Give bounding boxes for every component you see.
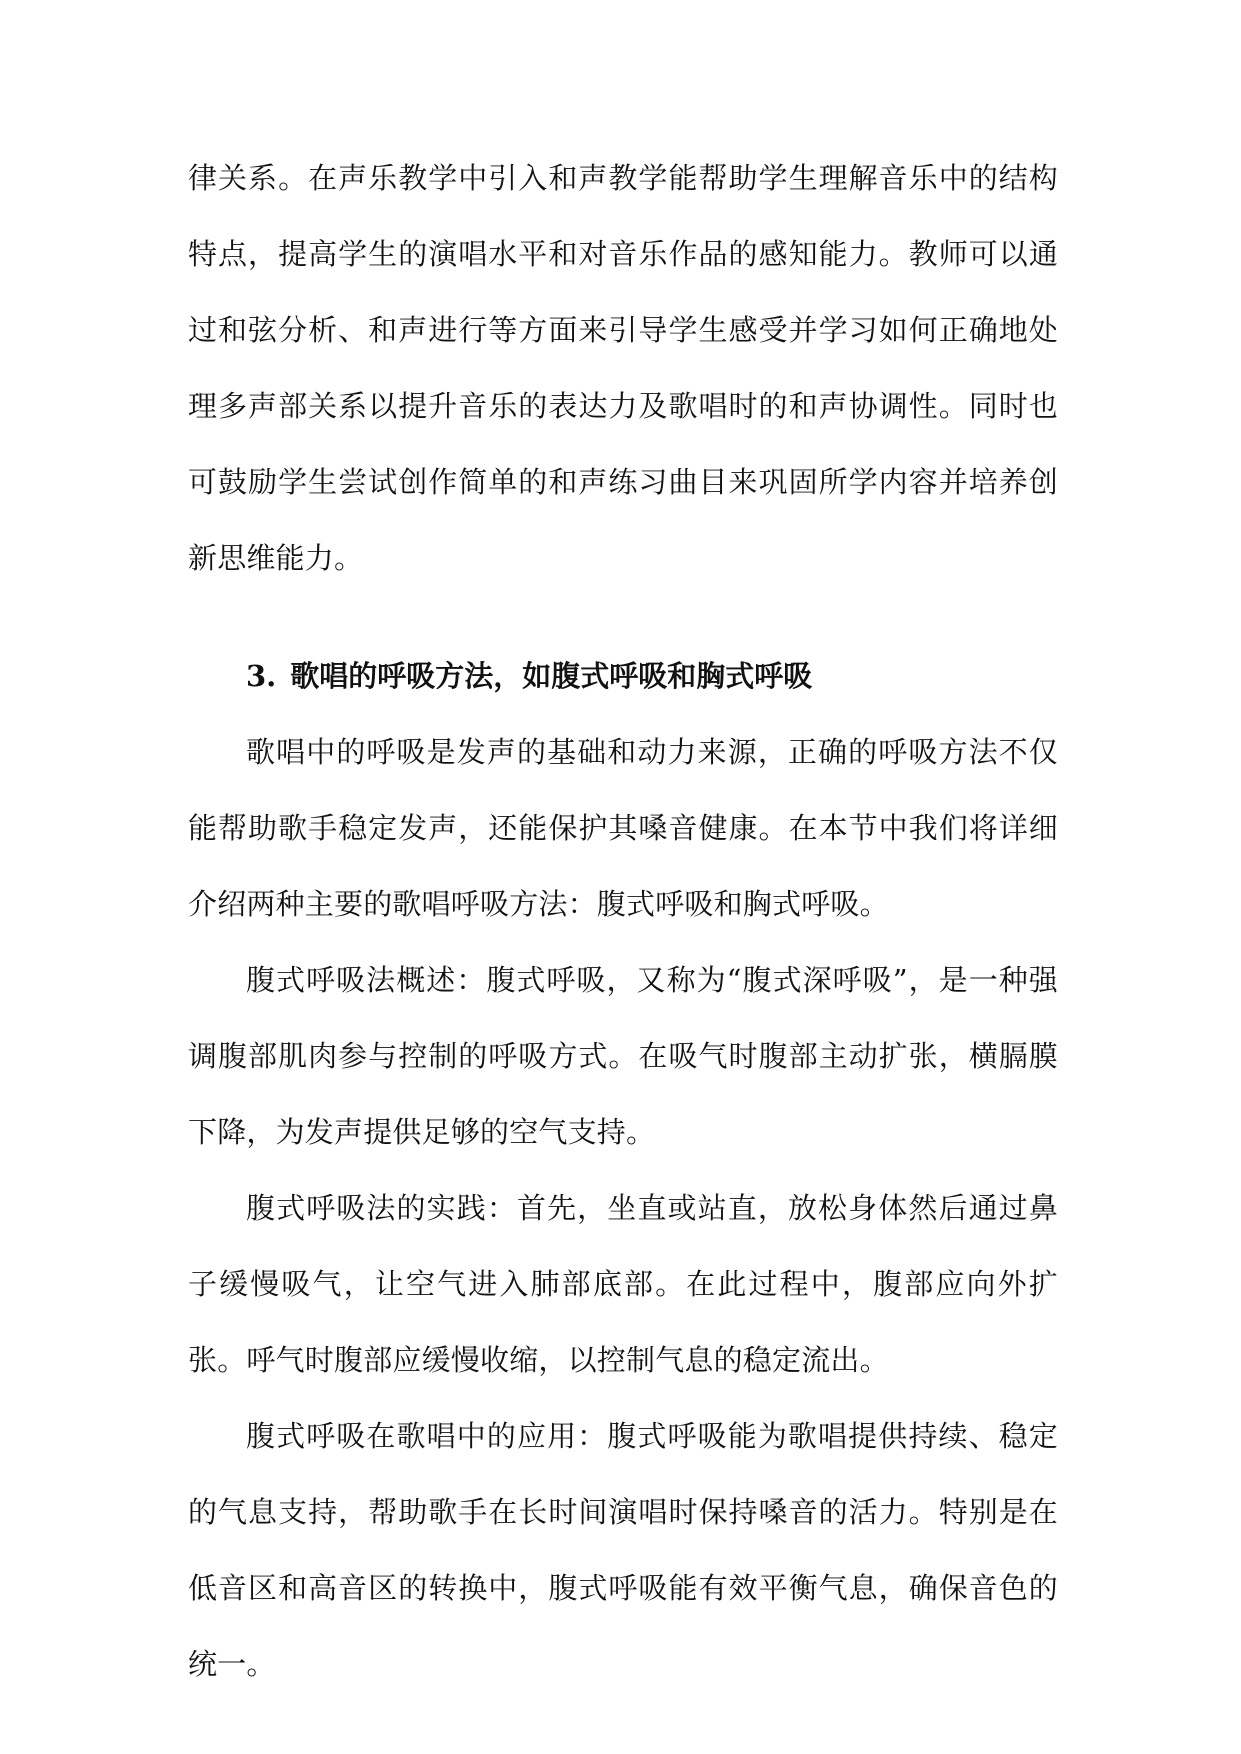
section-heading [188, 638, 1058, 714]
body-paragraph-intro: 歌唱中的呼吸是发声的基础和动力来源，正确的呼吸方法不仅能帮助歌手稳定发声，还能保护其嗓音健康。在本节中我们将详细介绍两种主要的歌唱呼吸方法：腹式呼吸和胸式呼吸。 [188, 735, 1058, 921]
section-spacer [188, 596, 1058, 638]
body-paragraph-application: 腹式呼吸在歌唱中的应用：腹式呼吸能为歌唱提供持续、稳定的气息支持，帮助歌手在长时间演唱时保持嗓音的活力。特别是在低音区和高音区的转换中，腹式呼吸能有效平衡气息，确保音色的统一。 [188, 1419, 1058, 1681]
continuation-paragraph: 律关系。在声乐教学中引入和声教学能帮助学生理解音乐中的结构特点，提高学生的演唱水平和对音乐作品的感知能力。教师可以通过和弦分析、和声进行等方面来引导学生感受并学习如何正确地处理多声部关系以提升音乐的表达力及歌唱时的和声协调性。同时也可鼓励学生尝试创作简单的和声练习曲目来巩固所学内容并培养创新思维能力。 [188, 161, 1058, 575]
document-body [188, 140, 1058, 1702]
section-number: 3. [246, 659, 277, 693]
section-title: 歌唱的呼吸方法，如腹式呼吸和胸式呼吸 [290, 659, 813, 693]
body-paragraph-overview: 腹式呼吸法概述：腹式呼吸，又称为“腹式深呼吸”，是一种强调腹部肌肉参与控制的呼吸方式。在吸气时腹部主动扩张，横膈膜下降，为发声提供足够的空气支持。 [188, 963, 1058, 1149]
body-paragraph-practice: 腹式呼吸法的实践：首先，坐直或站直，放松身体然后通过鼻子缓慢吸气，让空气进入肺部底部。在此过程中，腹部应向外扩张。呼气时腹部应缓慢收缩，以控制气息的稳定流出。 [188, 1191, 1058, 1377]
